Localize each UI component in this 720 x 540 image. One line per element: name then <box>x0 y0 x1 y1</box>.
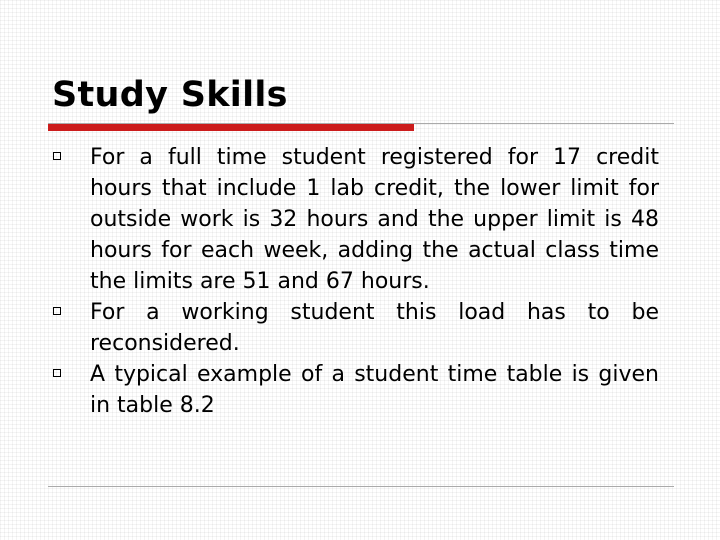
bullet-item <box>52 297 659 359</box>
bullet-text: A typical example of a student time table is given in table 8.2 <box>90 362 659 418</box>
bullet-list <box>52 142 659 421</box>
hollow-square-icon <box>53 307 61 315</box>
hollow-square-icon <box>53 152 61 160</box>
title-accent-bar <box>48 124 414 131</box>
bullet-text: For a full time student registered for 17 credit hours that include 1 lab credit, the lower limit for outside work is 32 hours and the upper limit is 48 hours for each week, adding the actual class time the limits are 51 and 67 hours. <box>90 145 659 294</box>
slide-title: Study Skills <box>52 75 288 115</box>
bullet-item <box>52 359 659 421</box>
bullet-item <box>52 142 659 297</box>
footer-divider <box>48 486 674 487</box>
hollow-square-icon <box>53 369 61 377</box>
bullet-text: For a working student this load has to be reconsidered. <box>90 300 659 356</box>
